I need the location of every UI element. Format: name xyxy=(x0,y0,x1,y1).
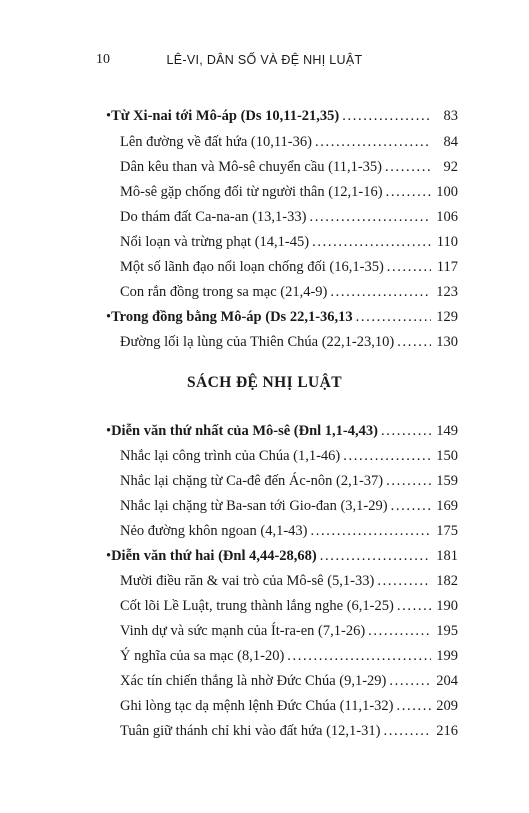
bullet-icon: • xyxy=(106,548,112,564)
toc-entry-label: Nhắc lại chặng từ Ca-đê đến Ác-nôn (2,1-37) xyxy=(120,473,384,489)
toc-sub-entry xyxy=(120,448,458,470)
toc-sub-entry xyxy=(120,698,458,720)
toc-sub-entry xyxy=(120,184,458,206)
toc-page-number: 83 xyxy=(443,108,458,124)
toc-entry-label: Trong đồng bằng Mô-áp (Ds 22,1-36,13 xyxy=(111,309,353,325)
dot-leader xyxy=(391,498,431,515)
toc-entry-label: Vinh dự và sức mạnh của Ít-ra-en (7,1-26) xyxy=(120,623,366,639)
dot-leader xyxy=(287,648,431,665)
toc-sub-entry xyxy=(120,334,458,356)
dot-leader xyxy=(397,598,431,615)
toc-page-number: 130 xyxy=(436,334,458,350)
toc-entry-label: Nổi loạn và trừng phạt (14,1-45) xyxy=(120,234,310,250)
toc-sub-entry xyxy=(120,234,458,256)
running-title: LÊ-VI, DÂN SỐ VÀ ĐỆ NHỊ LUẬT xyxy=(166,53,363,67)
dot-leader xyxy=(387,259,431,276)
toc-page-number: 195 xyxy=(436,623,458,639)
toc-page-number: 204 xyxy=(436,673,458,689)
bullet-icon: • xyxy=(106,423,112,439)
dot-leader xyxy=(330,284,431,301)
toc-entry-label: Dân kêu than và Mô-sê chuyển cầu (11,1-35) xyxy=(120,159,382,175)
toc-entry-label: Xác tín chiến thắng là nhờ Đức Chúa (9,1-29) xyxy=(120,673,387,689)
toc-sub-entry xyxy=(120,134,458,156)
toc-entry-label: Ghi lòng tạc dạ mệnh lệnh Đức Chúa (11,1-32) xyxy=(120,698,394,714)
toc-page-number: 149 xyxy=(436,423,458,439)
dot-leader xyxy=(320,548,431,565)
toc-entry-label: Mười điều răn & vai trò của Mô-sê (5,1-33) xyxy=(120,573,375,589)
toc-entry-label: Tuân giữ thánh chỉ khi vào đất hứa (12,1-31) xyxy=(120,723,381,739)
dot-leader xyxy=(315,134,431,151)
dot-leader xyxy=(383,723,431,740)
toc-page-number: 106 xyxy=(436,209,458,225)
toc-sub-entry xyxy=(120,523,458,545)
toc-page-number: 209 xyxy=(436,698,458,714)
dot-leader xyxy=(397,334,431,351)
dot-leader xyxy=(386,184,431,201)
toc-entry-label: Nhắc lại công trình của Chúa (1,1-46) xyxy=(120,448,341,464)
toc-page-number: 199 xyxy=(436,648,458,664)
dot-leader xyxy=(310,523,431,540)
toc-page-number: 182 xyxy=(436,573,458,589)
dot-leader xyxy=(385,159,431,176)
dot-leader xyxy=(368,623,431,640)
toc-page-number: 181 xyxy=(436,548,458,564)
toc-page-number: 117 xyxy=(436,259,458,275)
toc-entry-label: Con rắn đồng trong sa mạc (21,4-9) xyxy=(120,284,328,300)
dot-leader xyxy=(377,573,431,590)
toc-page-number: 84 xyxy=(443,134,458,150)
page-header xyxy=(0,52,529,72)
toc-page-number: 175 xyxy=(436,523,458,539)
dot-leader xyxy=(389,673,431,690)
toc-entry-label: Cốt lõi Lề Luật, trung thành lắng nghe (6,1-25) xyxy=(120,598,394,614)
toc-page-number: 159 xyxy=(436,473,458,489)
toc-sub-entry xyxy=(120,598,458,620)
toc-sub-entry xyxy=(120,259,458,281)
toc-page-number: 129 xyxy=(436,309,458,325)
toc-sub-entry xyxy=(120,648,458,670)
dot-leader xyxy=(381,423,431,440)
section-title: SÁCH ĐỆ NHỊ LUẬT xyxy=(187,374,342,391)
toc-page-number: 169 xyxy=(436,498,458,514)
dot-leader xyxy=(343,448,431,465)
dot-leader xyxy=(309,209,431,226)
toc-main-entry xyxy=(106,423,458,445)
toc-sub-entry xyxy=(120,209,458,231)
toc-sub-entry xyxy=(120,573,458,595)
toc-sub-entry xyxy=(120,498,458,520)
page-number: 10 xyxy=(96,52,110,67)
toc-main-entry xyxy=(106,108,458,130)
toc-page-number: 92 xyxy=(443,159,458,175)
toc-entry-label: Nẻo đường khôn ngoan (4,1-43) xyxy=(120,523,308,539)
toc-entry-label: Nhắc lại chặng từ Ba-san tới Gio-đan (3,1-29) xyxy=(120,498,388,514)
toc-entry-label: Một số lãnh đạo nổi loạn chống đối (16,1-35) xyxy=(120,259,384,275)
toc-entry-label: Từ Xi-nai tới Mô-áp (Ds 10,11-21,35) xyxy=(111,108,340,124)
toc-sub-entry xyxy=(120,284,458,306)
toc-sub-entry xyxy=(120,723,458,745)
toc-entry-label: Mô-sê gặp chống đối từ người thân (12,1-16) xyxy=(120,184,383,200)
toc-entry-label: Diễn văn thứ hai (Đnl 4,44-28,68) xyxy=(111,548,317,564)
toc-entry-label: Do thám đất Ca-na-an (13,1-33) xyxy=(120,209,307,225)
dot-leader xyxy=(356,309,431,326)
toc-sub-entry xyxy=(120,473,458,495)
toc-page-number: 150 xyxy=(436,448,458,464)
toc-entry-label: Lên đường về đất hứa (10,11-36) xyxy=(120,134,312,150)
toc-page-number: 110 xyxy=(436,234,458,250)
dot-leader xyxy=(397,698,432,715)
bullet-icon: • xyxy=(106,108,112,124)
toc-sub-entry xyxy=(120,673,458,695)
dot-leader xyxy=(386,473,431,490)
toc-main-entry xyxy=(106,548,458,570)
bullet-icon: • xyxy=(106,309,112,325)
toc-sub-entry xyxy=(120,623,458,645)
toc-entry-label: Diễn văn thứ nhất của Mô-sê (Đnl 1,1-4,43) xyxy=(111,423,378,439)
toc-entry-label: Đường lối lạ lùng của Thiên Chúa (22,1-23,10) xyxy=(120,334,395,350)
dot-leader xyxy=(342,108,431,125)
toc-sub-entry xyxy=(120,159,458,181)
toc-page-number: 216 xyxy=(436,723,458,739)
toc-page-number: 123 xyxy=(436,284,458,300)
toc-main-entry xyxy=(106,309,458,331)
dot-leader xyxy=(312,234,431,251)
toc-page-number: 190 xyxy=(436,598,458,614)
toc-entry-label: Ý nghĩa của sa mạc (8,1-20) xyxy=(120,648,285,664)
toc-page-number: 100 xyxy=(436,184,458,200)
